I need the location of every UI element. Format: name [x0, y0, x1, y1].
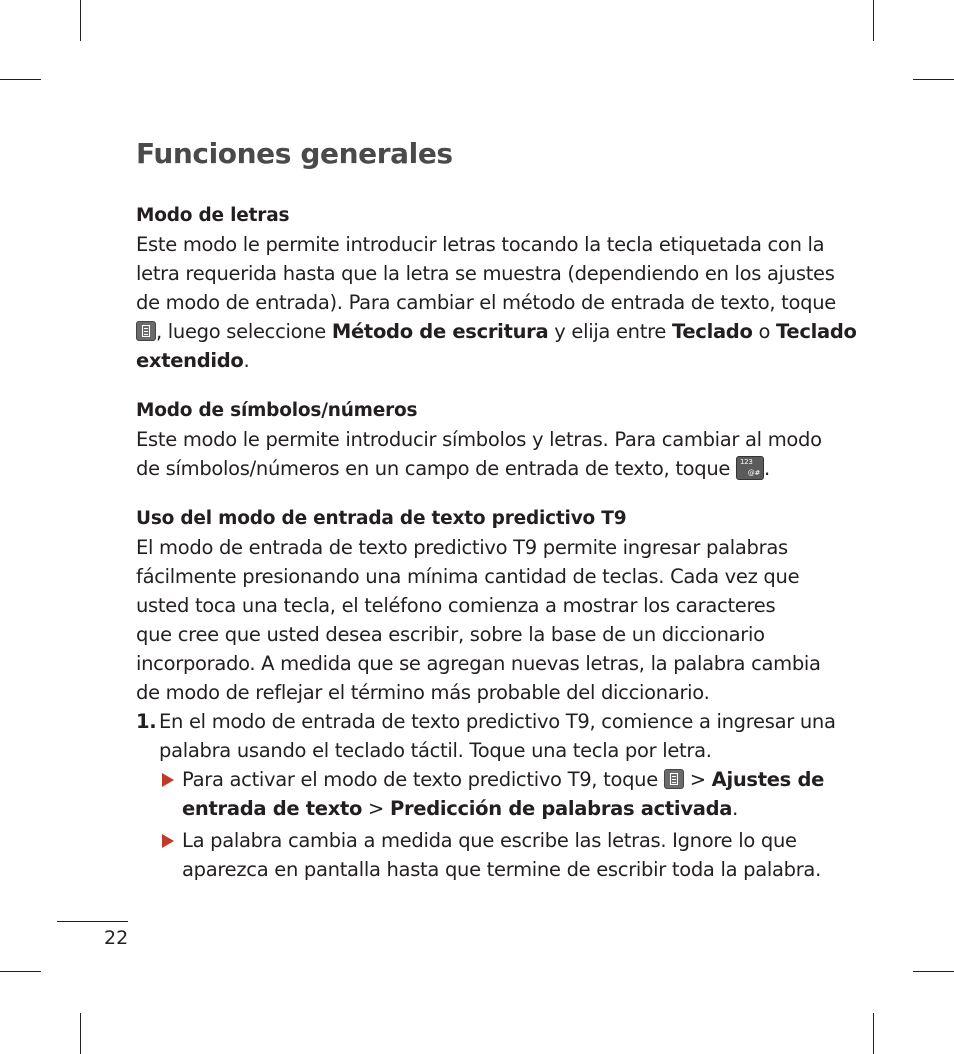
section-heading: Modo de símbolos/números: [136, 400, 418, 421]
option-name: Teclado: [671, 320, 753, 343]
crop-mark: [80, 1013, 81, 1054]
text-span: de símbolos/números en un campo de entrada de texto, toque: [136, 457, 737, 480]
paragraph-line: Este modo le permite introducir símbolos y letras. Para cambiar al modo: [136, 428, 822, 451]
option-name: entrada de texto: [182, 797, 363, 820]
paragraph-line: [136, 346, 826, 375]
step-line: En el modo de entrada de texto predictivo T9, comience a ingresar una: [159, 710, 836, 733]
icon-label: @#: [747, 469, 761, 477]
menu-icon: [664, 769, 684, 789]
paragraph-line: [136, 317, 857, 346]
bullet-item: [136, 826, 826, 884]
text-span: >: [362, 797, 390, 820]
bullet-line: La palabra cambia a medida que escribe las letras. Ignore lo que: [182, 829, 797, 852]
menu-icon: [136, 321, 156, 341]
section-t9: [136, 504, 836, 884]
option-name: extendido: [136, 349, 244, 372]
text-span: Para activar el modo de texto predictivo T9, toque: [182, 768, 664, 791]
bullet-line: [182, 794, 826, 823]
option-name: Predicción de palabras activada: [389, 797, 733, 820]
crop-mark: [873, 1013, 874, 1054]
text-span: >: [683, 768, 712, 791]
text-span: .: [243, 349, 250, 372]
paragraph-line: [136, 454, 826, 483]
text-span: , luego seleccione: [156, 320, 332, 343]
icon-label: 123: [740, 458, 753, 466]
footer-rule: [57, 921, 128, 922]
text-span: o: [752, 320, 777, 343]
text-span: y elija entre: [548, 320, 672, 343]
bullet-arrow-icon: [162, 834, 174, 848]
crop-mark: [80, 0, 81, 41]
paragraph-line: Este modo le permite introducir letras tocando la tecla etiquetada con la: [136, 233, 825, 256]
bullet-item: [136, 765, 826, 823]
paragraph-line: de modo de entrada). Para cambiar el método de entrada de texto, toque: [136, 291, 836, 314]
option-name: Ajustes de: [711, 768, 825, 791]
step-line: palabra usando el teclado táctil. Toque una tecla por letra.: [159, 739, 712, 762]
section-heading: Modo de letras: [136, 205, 290, 226]
bullet-arrow-icon: [162, 773, 174, 787]
symbols-key-icon: [736, 456, 764, 480]
section-modo-de-simbolos: [136, 396, 826, 483]
paragraph-line: que cree que usted desea escribir, sobre la base de un diccionario: [136, 623, 765, 646]
paragraph-line: El modo de entrada de texto predictivo T9 permite ingresar palabras: [136, 536, 788, 559]
bullet-line: [182, 765, 826, 794]
text-span: .: [764, 457, 770, 480]
bullet-line: aparezca en pantalla hasta que termine de escribir toda la palabra.: [182, 858, 821, 881]
crop-mark: [913, 971, 954, 972]
paragraph-line: letra requerida hasta que la letra se muestra (dependiendo en los ajustes: [136, 262, 835, 285]
paragraph-line: de modo de reflejar el término más probable del diccionario.: [136, 681, 710, 704]
section-heading: Uso del modo de entrada de texto predictivo T9: [136, 508, 627, 529]
crop-mark: [913, 79, 954, 80]
crop-mark: [873, 0, 874, 41]
page-number: 22: [104, 927, 129, 949]
crop-mark: [0, 79, 41, 80]
crop-mark: [0, 971, 41, 972]
paragraph-line: fácilmente presionando una mínima cantidad de teclas. Cada vez que: [136, 565, 800, 588]
paragraph-line: usted toca una tecla, el teléfono comienza a mostrar los caracteres: [136, 594, 776, 617]
option-name: Teclado: [776, 320, 857, 343]
paragraph-line: incorporado. A medida que se agregan nuevas letras, la palabra cambia: [136, 652, 821, 675]
page-title: Funciones generales: [136, 137, 453, 170]
numbered-step: [136, 707, 836, 765]
step-number: 1.: [136, 710, 157, 733]
section-modo-de-letras: [136, 201, 857, 375]
option-name: Método de escritura: [331, 320, 549, 343]
text-span: .: [732, 797, 739, 820]
